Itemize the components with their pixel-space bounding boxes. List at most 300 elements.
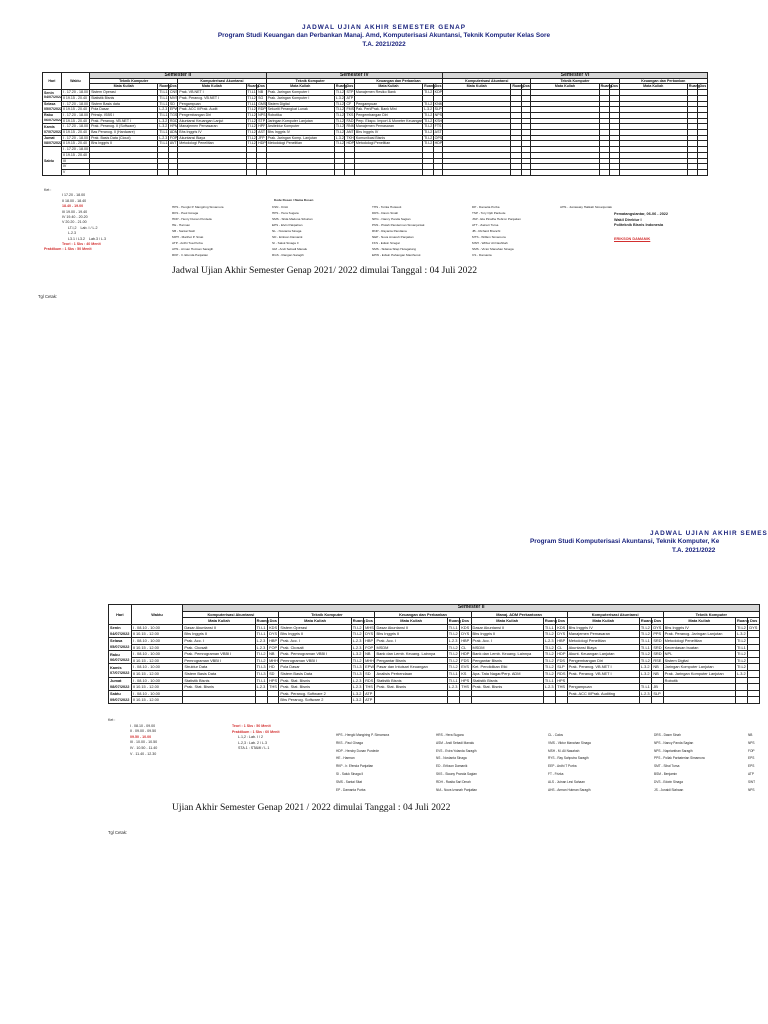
col-mata-kuliah: Mata Kuliah <box>531 84 599 90</box>
course-name: Metodologi Penelitian <box>567 637 639 644</box>
course-name: Perp. Ekspo. Import & Moneter Keuangan <box>355 118 423 123</box>
room-code: L.3.2 <box>639 664 651 671</box>
lecturer-code: SLP <box>652 690 663 697</box>
lecturer-code-entry: NPS <box>748 787 755 792</box>
lecturer-code: EPW <box>169 107 179 112</box>
room-code: TI.L3 <box>351 664 363 671</box>
lecturer-code-entry: RKP - Ir. Efenda Panjaitan <box>336 764 374 769</box>
lecturer-code: MHH <box>269 657 278 663</box>
lecturer-code-entry: RNP - Rayanta Pandiana <box>372 229 407 233</box>
lecturer-code: FMS <box>346 107 355 112</box>
course-name: Bhs Inggris II <box>90 141 158 147</box>
col-ruang: Ruang <box>256 618 269 624</box>
room-code: L.2.3 <box>447 684 459 691</box>
time-slot: II 10.15 - 12.00 <box>131 631 183 638</box>
lecturer-code: DYS <box>365 631 374 637</box>
lecturer-code-entry: MSH - Wilbur Ali Nashbah <box>472 241 508 245</box>
day-cell <box>43 112 62 123</box>
lecturer-code-column <box>172 204 224 258</box>
course-name: Struktur Data <box>183 664 255 671</box>
room-code <box>735 690 747 697</box>
course-name: Bhs Inggris IV <box>178 130 246 136</box>
lecturer-code-entry: EVS - Evira Yolanda Saragih <box>436 748 477 753</box>
time-slot: I . 17.20 - 18.00 <box>62 147 89 152</box>
table-row <box>109 637 760 644</box>
course-name <box>663 697 735 704</box>
day-name: Selasa <box>110 638 123 644</box>
time-slot: II 10.15 - 12.00 <box>131 657 183 664</box>
room-code: TI.L1 <box>255 677 267 684</box>
day-name: Sabtu <box>44 158 54 163</box>
lecturer-code-entry: NS - Novianta Sinaga <box>436 756 467 761</box>
course-name: Prak. Ckosait <box>183 644 255 651</box>
program-group-header: Komputerisasi Akuntansi <box>178 78 266 84</box>
lecturer-code: ATP <box>346 95 354 100</box>
lecturer-code: RSE <box>653 657 662 663</box>
lecturer-code <box>748 697 760 704</box>
course-name: Prak. Stat. Bisnis <box>279 684 351 691</box>
room-code: L.2.3 <box>639 690 651 697</box>
lecturer-code-entry: EPS - Elvin Pakpahan <box>272 223 303 227</box>
room-code <box>735 684 747 691</box>
lecturer-code-entry: RKS - Paul Ginaga <box>336 740 363 745</box>
course-name: Prak. Jaringan Komputer I <box>266 90 334 96</box>
lecturer-code: ANT <box>346 130 354 135</box>
room-code: L.2.3 <box>351 677 363 684</box>
table-row <box>109 670 760 677</box>
course-name: Prak. Stat. Bisnis <box>471 684 543 691</box>
lecturer-code <box>748 644 760 651</box>
lecturer-code: PPS <box>652 631 663 638</box>
time-slot: II 10.15 - 12.00 <box>131 684 183 691</box>
course-name: Pola Dasar <box>90 107 158 113</box>
col-ruang: Ruang <box>544 618 557 624</box>
room-code: TI.L1 <box>447 670 459 677</box>
time-slot: I . 17.20 - 18.00 <box>62 90 89 95</box>
time-slot: I . 08.10 - 10.00 <box>131 677 183 684</box>
lecturer-code: DYS <box>269 631 278 637</box>
col-dosen: Dos <box>748 618 760 625</box>
course-name: Pengembangan Diri <box>178 112 246 118</box>
lecturer-code: ATP <box>364 697 375 704</box>
time-slot-legend: V . 11.40 - 12.30 <box>130 751 157 756</box>
lecturer-code: OPS <box>434 135 443 140</box>
room-code: L.2.3 <box>159 107 168 112</box>
room-code: L.2.3 <box>255 644 267 651</box>
col-dosen: Dos <box>434 84 442 89</box>
day-name: Selasa <box>44 102 56 107</box>
col-mata-kuliah: Mata Kuliah <box>183 618 255 625</box>
course-name: Prak. ACC II/Prak. Audit <box>178 107 246 113</box>
lecturer-code: SD <box>268 670 279 677</box>
lecturer-code: KSH <box>434 118 443 123</box>
room-code <box>735 697 747 704</box>
page1-signature <box>614 212 724 242</box>
day-cell <box>43 101 62 112</box>
lab-code: L3.1 / L3.2 <box>68 236 85 241</box>
lecturer-code: KDS <box>269 624 278 630</box>
col-ruang: Ruang <box>159 84 171 89</box>
lecturer-code: HD <box>268 664 279 671</box>
course-name: Akunt. Keuangan Lanjutan <box>567 651 639 658</box>
lecturer-code: HPS <box>461 677 470 683</box>
time-slot: IV <box>61 164 89 170</box>
page2-schedule-table <box>108 604 760 704</box>
lecturer-code-entry: DRS - Dasm Sinah <box>654 733 681 737</box>
room-code: TI.L1 <box>639 637 651 644</box>
col-dosen: Dos <box>557 618 566 624</box>
room-code: TI.L3 <box>351 670 363 677</box>
lecturer-code-entry: AHS - Juniawaty Halikah Simanjuntak <box>560 205 612 209</box>
course-name: Apa. Tata Nagar/Perp. ADM <box>471 670 543 677</box>
semester-header: Semester VI <box>443 73 708 79</box>
time-slot: II 10.15 - 12.00 <box>131 697 183 704</box>
lecturer-code-entry: ALS - Juinan Lesi Sahaan <box>548 779 585 784</box>
lecturer-code: MVS <box>169 95 178 100</box>
program-group-header: Teknik Komputer <box>279 611 375 618</box>
course-name: Manajemen Pemasaran <box>567 631 639 638</box>
lecturer-code: FOP <box>365 644 374 650</box>
lecturer-code-entry: SI - Saluk Sinaga II <box>272 241 299 245</box>
page1-print-date: Tgl Cetak: <box>38 294 58 299</box>
room-code <box>639 677 651 684</box>
lecturer-code-entry: NEP - Nova Amareh Panjaitan <box>372 235 414 239</box>
day-cell <box>43 135 62 146</box>
course-name: Prak. Jaringan Komputer I <box>266 95 334 101</box>
course-name: Statistik Bisnis <box>375 677 447 684</box>
lab-legend: L.1,2 : Lab. I / 2 <box>238 735 263 740</box>
room-code: L.3.2 <box>735 631 747 638</box>
lecturer-code-column <box>748 732 755 794</box>
praktikum-note: Praktikum : 1 Sks : 60 Menit <box>232 729 280 734</box>
lecturer-code: HDP <box>461 651 470 657</box>
lecturer-code-entry: NB <box>748 733 753 737</box>
room-code: TI.L1 <box>159 101 168 106</box>
time-slot-legend: III 19.00 - 19.40 <box>62 209 88 214</box>
time-slot: II 10.15 - 12.00 <box>131 644 183 651</box>
lecturer-code-entry: EEP - Ardhi T Purba <box>548 764 577 769</box>
lecturer-code: CNS <box>169 90 178 95</box>
table-row <box>109 644 760 651</box>
room-code: L.3.2 <box>424 107 433 112</box>
room-code: L.2.3 <box>543 684 555 691</box>
time-slot-legend: V 20.20 - 21.00 <box>62 220 87 225</box>
room-code: TI.L2 <box>255 651 267 658</box>
time-slot: II 19.15 - 20.40 <box>61 95 89 101</box>
day-name: Rabu <box>110 651 120 657</box>
col-mata-kuliah: Mata Kuliah <box>619 84 687 90</box>
lecturer-code: DYS <box>557 631 566 637</box>
course-name: Metodologi Penelitian <box>354 141 422 147</box>
sign-name: ERIKSON DAMANIK <box>614 236 651 241</box>
lecturer-code-entry: MPH - Marihot P. Sinat <box>172 235 204 239</box>
program-group-header: Teknik Komputer <box>663 611 759 618</box>
room-code: TI.L1 <box>255 631 267 638</box>
col-mata-kuliah: Mata Kuliah <box>90 84 158 90</box>
room-code: TI.L1 <box>639 684 651 691</box>
time-slot: II 19.15 - 20.40 <box>61 141 89 147</box>
lecturer-code-entry: CS - Damanta <box>472 253 492 257</box>
course-name: Prak. Perancg. Software 2 <box>279 690 351 697</box>
lab-label: Lab.3 / L.3 <box>88 236 106 241</box>
lecturer-code-entry: HPS - Hengki Mangiring P. Simamora <box>336 733 390 737</box>
lab-label: Lab. I / L.2 <box>80 225 98 230</box>
room-code: L.2.3 <box>159 135 168 140</box>
lab-code: L.2.3 <box>68 231 76 236</box>
course-name: Prak. Perancg. VB.NET I <box>567 670 639 677</box>
col-ruang: Ruang <box>352 618 365 624</box>
course-name: MSDM <box>471 644 543 651</box>
semester-header: Semester IV <box>266 73 443 79</box>
lecturer-code-entry: SI - Saluk Sinaga II <box>336 771 364 776</box>
course-name <box>375 690 447 697</box>
day-date: 08/07/2022 <box>110 683 130 689</box>
lecturer-code-entry: DP - Damelia Purba <box>472 205 500 209</box>
room-code: TI.L2 <box>447 651 459 658</box>
table-row <box>109 697 760 704</box>
course-name: Prak. Jaringan Komputer Lanjutan <box>663 670 735 677</box>
lecturer-code: HPS <box>269 677 278 683</box>
lecturer-code-entry: JSP - Ela Pinalha Hebron Panjaitan <box>472 217 521 221</box>
lecturer-code: RDS <box>365 677 374 683</box>
lecturer-code: CF <box>345 101 354 107</box>
lecturer-code: KDS <box>461 624 470 630</box>
table-row <box>109 690 760 697</box>
lecturer-code-column <box>436 732 477 794</box>
room-code: TI.L2 <box>335 112 345 117</box>
lecturer-code: NB <box>268 651 279 658</box>
lecturer-code-entry: RKS - Paul Ginaga <box>172 211 199 215</box>
lecturer-code: NB <box>257 90 266 96</box>
lecturer-code-entry: EPW - Edwin Pahangan Manihuruk <box>372 253 421 257</box>
lecturer-code: FDS <box>460 657 471 664</box>
lecturer-code: SRD <box>653 644 662 650</box>
course-name: Prak. Acc. I <box>183 637 255 644</box>
room-code <box>255 690 267 697</box>
lecturer-code: CL <box>556 644 567 651</box>
day-cell <box>43 124 62 135</box>
lecturer-code: CL <box>460 644 471 651</box>
room-code: TI.L2 <box>351 631 363 638</box>
lecturer-code-entry: TSP - Tory Ojdi Pardede <box>472 211 506 215</box>
day-date: 06/07/2022 <box>110 657 130 663</box>
lecturer-code-entry: NPS - Naprianthan Saragih <box>654 748 693 753</box>
lecturer-code-column <box>336 732 389 794</box>
lecturer-code: TKS <box>346 112 354 117</box>
lecturer-code <box>652 677 663 684</box>
room-code: TI.L2 <box>335 141 345 146</box>
time-slot: I . 08.10 - 10.00 <box>131 624 183 631</box>
lecturer-code: THS <box>268 684 279 691</box>
course-name: Pengampuan <box>567 684 639 691</box>
course-name: Dasar Akuntansi II <box>183 624 255 631</box>
course-name: Pengantar Bisnis <box>471 657 543 664</box>
lecturer-code-entry: RGS - Rangan Saragih <box>272 253 304 257</box>
col-ruang: Ruang <box>512 84 524 89</box>
course-name: Prak. Basis Data (Cloud) <box>90 135 158 141</box>
day-date: 09/07/2022 <box>110 696 130 702</box>
time-slot-legend: IV 19.40 - 20.20 <box>62 215 88 220</box>
course-name: Pengantar Bisnis <box>375 657 447 664</box>
room-code: TI.L1 <box>447 624 459 631</box>
col-ruang: Ruang <box>424 84 436 89</box>
lecturer-code: SRD <box>653 637 662 643</box>
room-code: L.3.2 <box>351 697 363 704</box>
room-code: TI.L1 <box>543 624 555 631</box>
day-cell <box>109 651 132 664</box>
day-cell <box>43 90 62 101</box>
legend-label: Ket : <box>108 718 116 722</box>
day-cell <box>109 677 132 690</box>
room-code <box>639 697 651 704</box>
lecturer-code: KDS <box>557 624 566 630</box>
lecturer-code: FAD <box>346 118 354 123</box>
course-name: Akuntansi Biaya <box>567 644 639 651</box>
course-name: Bank dan Lemb. Keuang. Lainnya <box>471 651 543 658</box>
table-row <box>109 677 760 684</box>
lecturer-code <box>556 690 567 697</box>
lecturer-code <box>556 697 567 704</box>
lecturer-code: HBP <box>557 637 566 643</box>
course-name <box>471 697 543 704</box>
col-mata-kuliah: Mata Kuliah <box>443 84 511 90</box>
page2-header <box>520 530 768 555</box>
course-name: Ket. Pendidikan Etki <box>471 664 543 671</box>
lecturer-code: MHH <box>365 657 374 663</box>
lecturer-code-entry: CL - Calos <box>548 733 563 737</box>
lecturer-code: ADM <box>169 130 178 135</box>
page2-lecturer-codes <box>336 732 766 792</box>
course-name: Sistem Basis Data <box>279 670 351 677</box>
lecturer-code <box>460 690 471 697</box>
room-code: TI.L1 <box>247 101 256 106</box>
day-cell <box>43 147 62 176</box>
room-code: TI.L2 <box>424 112 433 117</box>
day-date: 07/07/2022 <box>110 670 130 676</box>
teori-note: Teori : 1 Sks : 50 Menit <box>232 724 271 728</box>
lecturer-code: HBP <box>365 637 374 643</box>
time-slot: V <box>61 169 89 175</box>
lecturer-code: THS <box>364 684 375 691</box>
lecturer-code-entry: FKS - Edwin Siregar <box>372 241 401 245</box>
col-dosen: Dos <box>346 84 354 89</box>
program-group-header: Manaj. ADM Perkantoran <box>471 611 567 618</box>
lecturer-code: SLP <box>556 664 567 671</box>
lecturer-code-entry: ATT - Zainuri Tursa <box>472 223 499 227</box>
room-code: TI.L2 <box>639 624 651 631</box>
room-code: TI.L2 <box>424 135 433 140</box>
course-name: Prak. Ckosait <box>279 644 351 651</box>
table-row <box>109 684 760 691</box>
lecturer-code: JFP <box>258 135 265 140</box>
program-group-header: Komputerisasi Akuntansi <box>443 78 531 84</box>
lecturer-code: RDD <box>169 118 178 123</box>
day-cell <box>109 624 132 637</box>
lecturer-code: FOP <box>169 135 178 140</box>
course-name: Robotika <box>266 112 334 118</box>
lecturer-code <box>748 651 760 658</box>
course-name: Bhs Inggris IV <box>354 130 422 136</box>
lecturer-code: THS <box>460 684 471 691</box>
course-name: Manajemen Pemasaran <box>354 124 422 130</box>
course-name: Prak. ACC II/Prak. Auditing <box>567 690 639 697</box>
room-code: TI.L2 <box>247 130 256 135</box>
lecturer-code-entry: ASM - Andi Sebadi Manalu <box>436 740 475 745</box>
lecturer-code: HDP <box>434 141 443 146</box>
room-code: L.3.2 <box>351 690 363 697</box>
course-name <box>567 677 639 684</box>
course-name: Statistik Bisnis <box>183 677 255 684</box>
time-slot: I . 17.20 - 18.00 <box>62 135 89 140</box>
lecturer-code: HDP <box>346 141 355 146</box>
course-name: Sistem Operasi <box>279 624 351 631</box>
course-name: Pengembangan Diri <box>567 657 639 664</box>
room-code <box>447 697 459 704</box>
lecturer-code: KNM <box>434 101 443 106</box>
time-slot: II 19.15 - 20.40 <box>61 118 89 124</box>
col-ruang: Ruang <box>736 618 750 624</box>
room-code <box>543 690 555 697</box>
col-mata-kuliah: Mata Kuliah <box>178 84 246 90</box>
lecturer-codes-title: Kode Dosen / Nama Dosen <box>274 198 314 202</box>
room-code: L.3.2 <box>159 124 168 129</box>
course-name: Akuntansi Keuangan Lanjut <box>178 118 246 124</box>
room-code: L.2.3 <box>447 637 459 644</box>
lecturer-code-entry: NPS <box>748 740 755 745</box>
day-cell <box>109 690 132 703</box>
col-ruang: Ruang <box>600 84 612 89</box>
room-code: TI.L1 <box>735 644 747 651</box>
program-group-header: Komputerisasi Akuntansi <box>183 611 279 618</box>
day-date: 05/07/2022 <box>110 644 130 650</box>
col-dosen: Dos <box>522 84 530 89</box>
lecturer-code: NPS <box>434 112 443 117</box>
lecturer-code <box>748 684 760 691</box>
lecturer-code-entry: JB - Richard Branchi <box>472 229 501 233</box>
time-slot: I . 08.10 - 10.00 <box>131 664 183 671</box>
room-code: TI.L2 <box>351 624 363 631</box>
lecturer-code-column <box>272 204 313 258</box>
room-code: TI.L1 <box>159 141 168 146</box>
semester-header: Semester II <box>183 605 760 612</box>
lecturer-code: HPF <box>258 124 266 129</box>
course-name: Bhs Inggris IV <box>266 130 334 136</box>
course-name: Metodologi Penelitian <box>663 637 735 644</box>
page-1 <box>0 0 768 340</box>
room-code <box>543 697 555 704</box>
page2-title: JADWAL UJIAN AKHIR SEMES <box>650 530 768 537</box>
room-code: TI.L2 <box>424 90 433 95</box>
lecturer-code: HBP <box>269 637 278 643</box>
lecturer-code: KDP <box>434 90 443 95</box>
time-slot-legend: IV . 10.50 - 11.40 <box>130 745 158 750</box>
lecturer-code: STP <box>258 118 266 123</box>
course-name: Prak. Peranog. VB.NET I <box>90 118 158 124</box>
lecturer-code: ATP <box>364 690 375 697</box>
course-name: Pola Dasar <box>279 664 351 671</box>
course-name: Statistik Bisnis <box>471 677 543 684</box>
lecturer-code <box>748 690 760 697</box>
lecturer-code: EPW <box>365 664 374 670</box>
course-name: Dasar Akuntansi II <box>375 624 447 631</box>
lecturer-code <box>748 670 760 677</box>
page1-header <box>100 24 668 49</box>
program-group-header: Keuangan dan Perbankan <box>354 78 442 84</box>
course-name: Pemrograman VBBI I <box>279 657 351 664</box>
lecturer-code: HDP <box>258 141 266 146</box>
course-name: Prak. Stat. Bisnis <box>279 677 351 684</box>
legend-label: Ket : <box>44 188 52 192</box>
